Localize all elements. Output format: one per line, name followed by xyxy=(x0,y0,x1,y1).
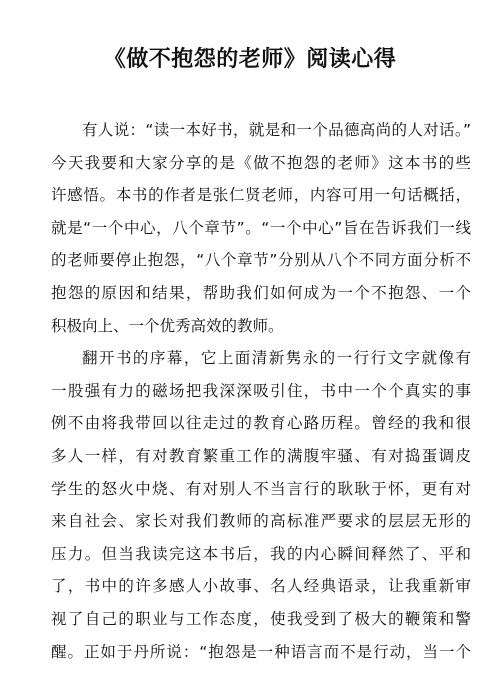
document-title: 《做不抱怨的老师》阅读心得 xyxy=(103,47,397,72)
text-line: 来自社会、家长对我们教师的高标准严要求的层层无形的 xyxy=(51,512,471,531)
text-line: 视了自己的职业与工作态度，使我受到了极大的鞭策和警 xyxy=(51,609,471,628)
text-line: 抱怨的原因和结果，帮助我们如何成为一个不抱怨、一个 xyxy=(51,283,471,302)
text-line: 今天我要和大家分享的是《做不抱怨的老师》这本书的些 xyxy=(51,153,471,172)
paragraph-1 xyxy=(51,114,471,342)
text-line: 了，书中的许多感人小故事、名人经典语录，让我重新审 xyxy=(51,577,471,596)
document-body xyxy=(51,114,471,668)
text-line: 就是“一个中心，八个章节”。“一个中心”旨在告诉我们一线 xyxy=(51,218,471,237)
text-line: 一股强有力的磁场把我深深吸引住，书中一个个真实的事 xyxy=(51,381,471,400)
text-line: 例不由将我带回以往走过的教育心路历程。曾经的我和很 xyxy=(51,414,471,433)
text-line: 多人一样，有对教育繁重工作的满腹牢骚、有对捣蛋调皮 xyxy=(51,446,471,465)
text-line: 积极向上、一个优秀高效的教师。 xyxy=(51,316,284,335)
text-line: 学生的怒火中烧、有对别人不当言行的耿耿于怀，更有对 xyxy=(51,479,471,498)
text-line: 醒。正如于丹所说：“抱怨是一种语言而不是行动，当一个 xyxy=(51,642,471,661)
text-line: 翻开书的序幕，它上面清新隽永的一行行文字就像有 xyxy=(82,349,471,368)
paragraph-2 xyxy=(51,342,471,668)
text-line: 有人说：“读一本好书，就是和一个品德高尚的人对话。” xyxy=(82,121,471,139)
text-line: 的老师要停止抱怨，“八个章节”分别从八个不同方面分析不 xyxy=(51,251,471,270)
text-line: 许感悟。本书的作者是张仁贤老师，内容可用一句话概括， xyxy=(51,186,471,205)
text-line: 压力。但当我读完这本书后，我的内心瞬间释然了、平和 xyxy=(51,544,471,563)
